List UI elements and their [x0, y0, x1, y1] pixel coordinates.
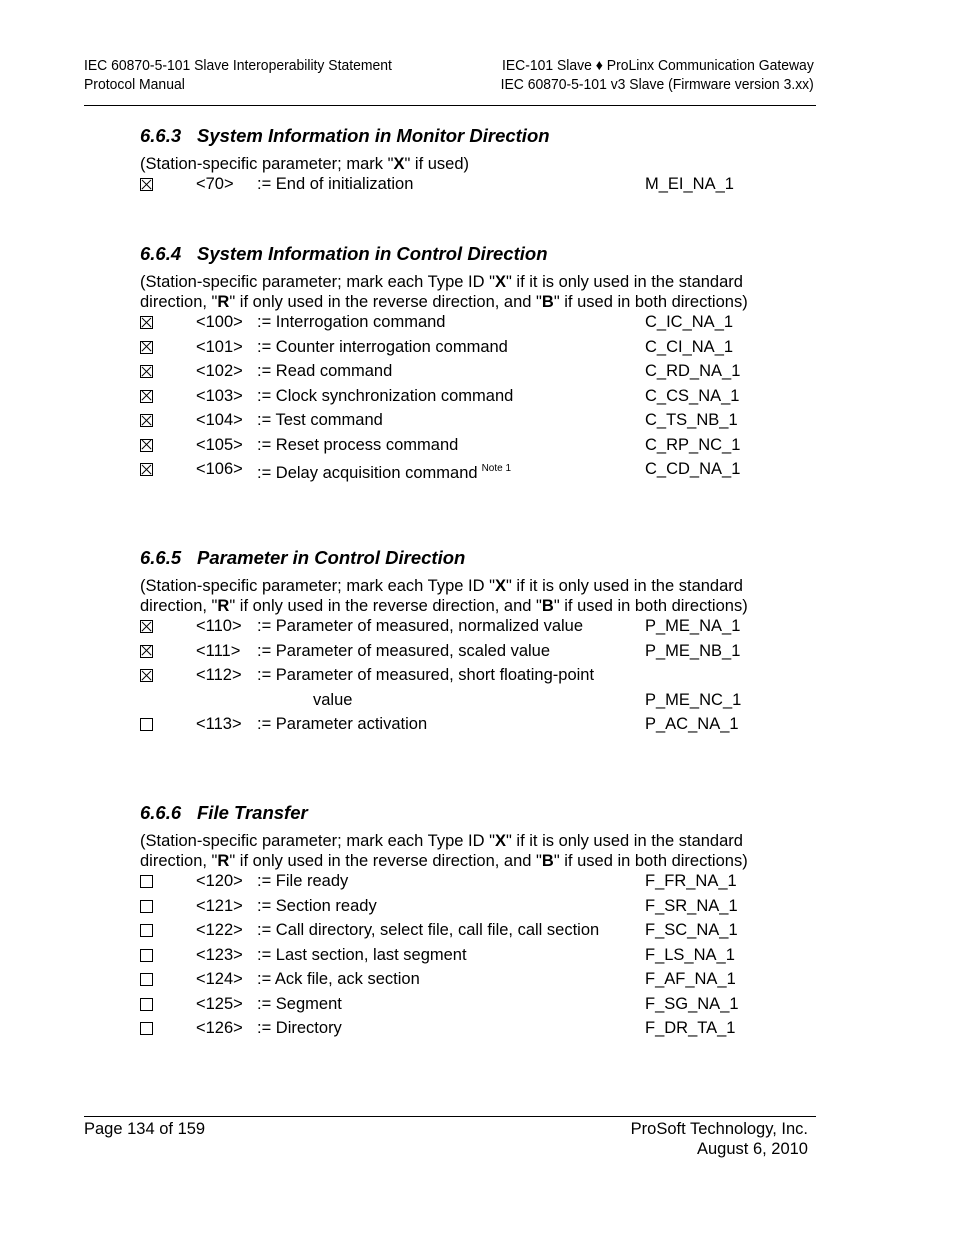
checked-box-icon — [140, 669, 153, 682]
type-id: <122> — [196, 921, 243, 939]
type-id-row — [140, 459, 780, 484]
type-code: P_AC_NA_1 — [645, 715, 739, 733]
section-6-6-6 — [140, 802, 780, 1043]
type-code: C_RD_NA_1 — [645, 362, 741, 380]
type-description: := Parameter activation — [257, 715, 428, 733]
empty-box-icon — [140, 875, 153, 888]
marker-letter: B — [541, 293, 554, 311]
header-product: IEC-101 Slave ♦ ProLinx Communication Gateway — [502, 57, 814, 74]
section-title: System Information in Control Direction — [197, 243, 548, 264]
checked-box-icon — [140, 178, 153, 191]
header-doc-title: IEC 60870-5-101 Slave Interoperability Statement — [84, 57, 392, 74]
type-id-list — [140, 312, 780, 484]
checked-box-icon — [140, 316, 153, 329]
type-code: C_CS_NA_1 — [645, 386, 740, 405]
checked-box-icon — [140, 341, 153, 354]
type-description: := Parameter of measured, short floating-point — [257, 666, 595, 684]
type-description: := Interrogation command — [257, 313, 446, 331]
type-id: <106> — [196, 460, 243, 478]
type-description: := Read command — [257, 362, 393, 380]
type-id: <104> — [196, 411, 243, 429]
type-id: <105> — [196, 435, 243, 454]
type-id-row — [140, 641, 780, 666]
type-id: <112> — [196, 666, 242, 684]
type-id: <121> — [196, 896, 243, 915]
type-description: := Parameter of measured, normalized value — [257, 617, 584, 635]
empty-box-icon — [140, 998, 153, 1011]
section-heading — [140, 802, 780, 824]
checked-box-icon — [140, 645, 153, 658]
type-id: <126> — [196, 1019, 243, 1037]
type-id-row — [140, 337, 780, 362]
type-description: := Segment — [257, 994, 342, 1013]
type-id-list — [140, 616, 780, 739]
marker-letter: B — [541, 852, 554, 870]
footer-right — [631, 1119, 808, 1159]
type-code: F_LS_NA_1 — [645, 945, 735, 964]
section-title: Parameter in Control Direction — [197, 547, 466, 568]
type-code: C_CD_NA_1 — [645, 460, 741, 478]
type-id-list — [140, 174, 780, 199]
type-code: P_ME_NB_1 — [645, 641, 741, 660]
section-6-6-5 — [140, 547, 780, 739]
type-id-row — [140, 896, 780, 921]
marker-letter: B — [541, 597, 554, 615]
running-header-left — [84, 56, 392, 94]
type-id-row — [140, 871, 780, 896]
type-description: := File ready — [257, 872, 349, 890]
section-heading — [140, 547, 780, 569]
type-id: <123> — [196, 945, 243, 964]
empty-box-icon — [140, 1022, 153, 1035]
section-description: (Station-specific parameter; mark each Type ID "X" if it is only used in the standard direction, "R" if only used in the reverse direction, and "B" if used in both directions) — [140, 832, 748, 870]
footer-company: ProSoft Technology, Inc. — [630, 1120, 808, 1138]
type-description: := Last section, last segment — [257, 945, 467, 964]
marker-letter: X — [494, 273, 506, 291]
marker-letter: X — [494, 832, 506, 850]
type-id-row — [140, 312, 780, 337]
section-number: 6.6.5 — [140, 547, 182, 568]
type-id: <101> — [196, 337, 243, 356]
type-id-row — [140, 435, 780, 460]
type-code: F_SR_NA_1 — [645, 896, 738, 915]
type-id: <113> — [196, 715, 242, 733]
empty-box-icon — [140, 718, 153, 731]
type-id: <100> — [196, 313, 243, 331]
type-code: M_EI_NA_1 — [645, 175, 734, 193]
type-id: <102> — [196, 362, 243, 380]
type-id-row — [140, 174, 780, 199]
type-description: := Delay acquisition command $^{Note 1}$ — [257, 463, 512, 482]
type-code: F_AF_NA_1 — [645, 970, 736, 988]
type-id: <124> — [196, 970, 243, 988]
empty-box-icon — [140, 900, 153, 913]
header-rule — [84, 105, 816, 106]
type-id: <111> — [196, 641, 241, 660]
type-id: <125> — [196, 994, 243, 1013]
section-number: 6.6.3 — [140, 125, 182, 146]
type-code: F_SG_NA_1 — [645, 994, 739, 1013]
footer-date: August 6, 2010 — [696, 1140, 808, 1158]
type-code: P_ME_NA_1 — [645, 617, 741, 635]
type-code: F_DR_TA_1 — [645, 1019, 736, 1037]
type-id: <103> — [196, 386, 243, 405]
section-description: (Station-specific parameter; mark each Type ID "X" if it is only used in the standard direction, "R" if only used in the reverse direction, and "B" if used in both directions) — [140, 273, 748, 311]
type-description: := Test command — [257, 411, 383, 429]
type-id-row — [140, 410, 780, 435]
type-description: := End of initialization — [257, 175, 414, 193]
type-description: := Directory — [257, 1019, 342, 1037]
empty-box-icon — [140, 924, 153, 937]
type-code: C_IC_NA_1 — [645, 313, 734, 331]
section-description: (Station-specific parameter; mark "X" if used) — [140, 155, 470, 173]
type-description: := Ack file, ack section — [257, 970, 420, 988]
type-id-row — [140, 361, 780, 386]
checked-box-icon — [140, 414, 153, 427]
type-description: := Call directory, select file, call file, call section — [257, 921, 600, 939]
type-code: C_CI_NA_1 — [645, 337, 734, 356]
checked-box-icon — [140, 439, 153, 452]
page-number: Page 134 of 159 — [84, 1120, 206, 1138]
checked-box-icon — [140, 463, 153, 476]
section-heading — [140, 243, 780, 265]
section-number: 6.6.6 — [140, 802, 182, 823]
marker-letter: R — [217, 852, 230, 870]
type-id: <110> — [196, 617, 242, 635]
type-description: := Parameter of measured, scaled value — [257, 641, 551, 660]
section-title: File Transfer — [197, 802, 308, 823]
empty-box-icon — [140, 973, 153, 986]
type-code: P_ME_NC_1 — [645, 690, 742, 709]
type-description-continued: value — [313, 690, 353, 709]
checked-box-icon — [140, 620, 153, 633]
type-id-row — [140, 665, 780, 690]
checked-box-icon — [140, 365, 153, 378]
type-code: F_FR_NA_1 — [645, 872, 737, 890]
type-id-row — [140, 616, 780, 641]
running-header-right — [501, 56, 814, 94]
header-doc-subtitle: Protocol Manual — [84, 76, 185, 93]
type-code: C_RP_NC_1 — [645, 435, 741, 454]
section-description: (Station-specific parameter; mark each Type ID "X" if it is only used in the standard direction, "R" if only used in the reverse direction, and "B" if used in both directions) — [140, 577, 748, 615]
section-title: System Information in Monitor Direction — [197, 125, 550, 146]
type-id-row — [140, 920, 780, 945]
footer-rule — [84, 1116, 816, 1117]
section-6-6-4 — [140, 243, 780, 484]
type-id-row-continuation — [140, 690, 780, 715]
type-id: <120> — [196, 872, 243, 890]
type-description: := Section ready — [257, 896, 377, 915]
marker-letter: X — [494, 577, 506, 595]
empty-box-icon — [140, 949, 153, 962]
header-firmware: IEC 60870-5-101 v3 Slave (Firmware version 3.xx) — [500, 76, 814, 93]
marker-letter: R — [217, 597, 230, 615]
section-6-6-3 — [140, 125, 780, 199]
type-id-row — [140, 994, 780, 1019]
type-id: <70> — [196, 175, 234, 193]
type-code: F_SC_NA_1 — [645, 921, 738, 939]
type-id-row — [140, 969, 780, 994]
section-heading — [140, 125, 780, 147]
type-description: := Reset process command — [257, 435, 459, 454]
type-code: C_TS_NB_1 — [645, 411, 738, 429]
section-number: 6.6.4 — [140, 243, 182, 264]
type-description: := Counter interrogation command — [257, 337, 508, 356]
type-description: := Clock synchronization command — [257, 386, 514, 405]
type-id-row — [140, 386, 780, 411]
type-id-list — [140, 871, 780, 1043]
marker-letter: X — [393, 155, 405, 173]
checked-box-icon — [140, 390, 153, 403]
note-reference: Note 1 — [481, 463, 512, 474]
type-id-row — [140, 1018, 780, 1043]
type-id-row — [140, 714, 780, 739]
marker-letter: R — [217, 293, 230, 311]
type-id-row — [140, 945, 780, 970]
